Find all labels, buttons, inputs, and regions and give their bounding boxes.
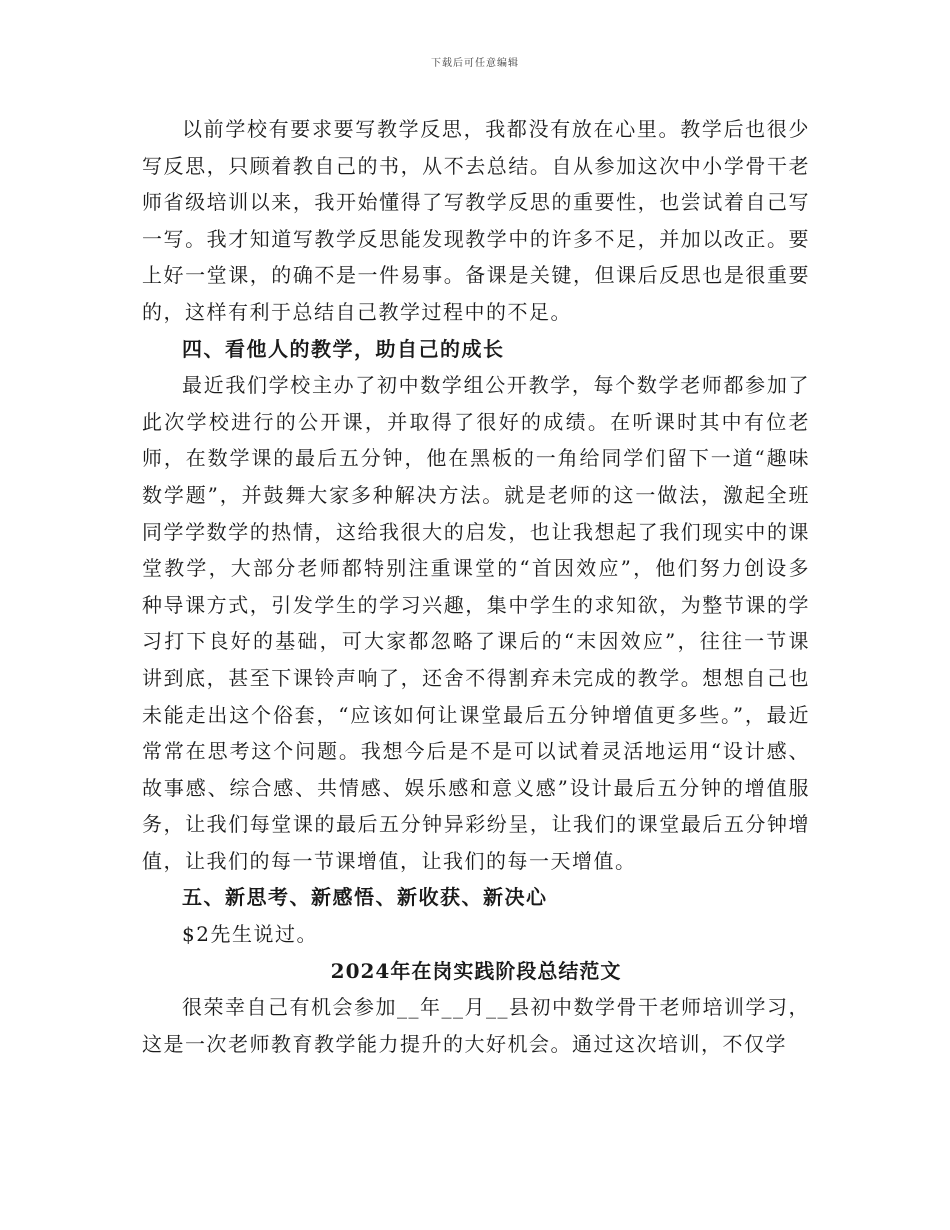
paragraph-quote: $2先生说过。 xyxy=(182,922,318,947)
document-title: 2024年在岗实践阶段总结范文 xyxy=(330,958,622,983)
paragraph-teaching-reflection: 以前学校有要求要写教学反思，我都没有放在心里。教学后也很少写反思，只顾着教自己的书，从不去总结。自从参加这次中小学骨干老师省级培训以来，我开始懂得了写教学反思的重要性，也尝试着自己写一写。我才知道写教学反思能发现教学中的许多不足，并加以改正。要上好一堂课，的确不是一件易事。备课是关键，但课后反思也是很重要的，这样有利于总结自己教学过程中的不足。 xyxy=(142,117,810,324)
document-body xyxy=(142,111,810,1062)
section-heading-5: 五、新思考、新感悟、新收获、新决心 xyxy=(182,885,548,910)
section-heading-4: 四、看他人的教学，助自己的成长 xyxy=(182,336,505,361)
paragraph-training-intro: 很荣幸自己有机会参加__年__月__县初中数学骨干老师培训学习，这是一次老师教育教学能力提升的大好机会。通过这次培训，不仅学 xyxy=(142,995,810,1056)
paragraph-open-lesson: 最近我们学校主办了初中数学组公开教学，每个数学老师都参加了此次学校进行的公开课，并取得了很好的成绩。在听课时其中有位老师，在数学课的最后五分钟，他在黑板的一角给同学们留下一道“趣味数学题”，并鼓舞大家多种解决方法。就是老师的这一做法，激起全班同学学数学的热情，这给我很大的启发，也让我想起了我们现实中的课堂教学，大部分老师都特别注重课堂的“首因效应”，他们努力创设多种导课方式，引发学生的学习兴趣，集中学生的求知欲，为整节课的学习打下良好的基础，可大家都忽略了课后的“末因效应”，往往一节课讲到底，甚至下课铃声响了，还舍不得割弃未完成的教学。想想自己也未能走出这个俗套，“应该如何让课堂最后五分钟增值更多些。”，最近常常在思考这个问题。我想今后是不是可以试着灵活地运用“设计感、故事感、综合感、共情感、娱乐感和意义感”设计最后五分钟的增值服务，让我们每堂课的最后五分钟异彩纷呈，让我们的课堂最后五分钟增值，让我们的每一节课增值，让我们的每一天增值。 xyxy=(142,373,810,873)
page-header: 下载后可任意编辑 xyxy=(431,58,519,69)
